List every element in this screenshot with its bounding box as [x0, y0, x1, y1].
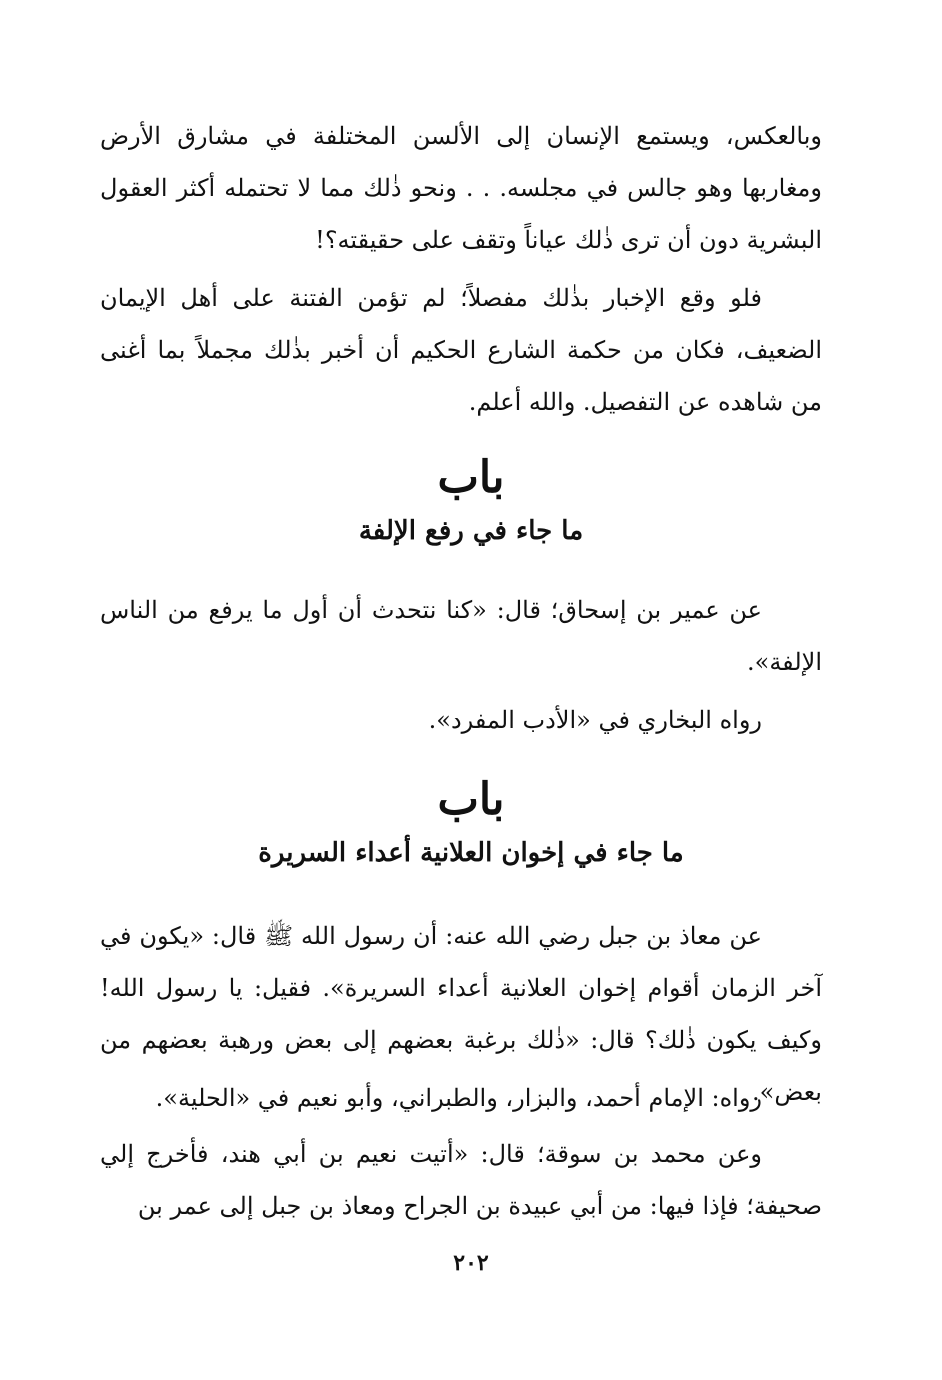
- chapter-title-2: ما جاء في إخوان العلانية أعداء السريرة: [258, 838, 684, 868]
- paragraph-1: وبالعكس، ويستمع الإنسان إلى الألسن المختلفة في مشارق الأرض ومغاربها وهو جالس في مجلسه. . . ونحو ذٰلك مما لا تحتمله أكثر العقول البشرية دون أن ترى ذٰلك عياناً وتقف على حقيقته؟!: [100, 122, 822, 254]
- hadith-text-3: وعن محمد بن سوقة؛ قال: «أتيت نعيم بن أبي هند، فأخرج إلي صحيفة؛ فإذا فيها: من أبي عبيدة بن الجراح ومعاذ بن جبل إلى عمر بن: [100, 1140, 822, 1220]
- hadith-text-1: عن عمير بن إسحاق؛ قال: «كنا نتحدث أن أول ما يرفع من الناس الإلفة».: [100, 596, 822, 676]
- source-note-2: رواه: الإمام أحمد، والبزار، والطبراني، وأبو نعيم في «الحلية».: [155, 1084, 762, 1112]
- chapter-heading-1: باب: [437, 452, 505, 503]
- paragraph-2: فلو وقع الإخبار بذٰلك مفصلاً؛ لم تؤمن الفتنة على أهل الإيمان الضعيف، فكان من حكمة الشارع الحكيم أن أخبر بذٰلك مجملاً بما أغنى من شاهده عن التفصيل. والله أعلم.: [100, 284, 822, 416]
- hadith-text-2: عن معاذ بن جبل رضي الله عنه: أن رسول الله ﷺ قال: «يكون في آخر الزمان أقوام إخوان العلانية أعداء السريرة». فقيل: يا رسول الله! وكيف يكون ذٰلك؟ قال: «ذٰلك برغبة بعضهم إلى بعض ورهبة بعضهم من بعض».: [100, 922, 822, 1106]
- page-number: ٢٠٢: [453, 1250, 489, 1276]
- chapter-title-1: ما جاء في رفع الإلفة: [358, 516, 584, 546]
- chapter-heading-2: باب: [437, 774, 505, 825]
- source-note-1: رواه البخاري في «الأدب المفرد».: [428, 706, 762, 734]
